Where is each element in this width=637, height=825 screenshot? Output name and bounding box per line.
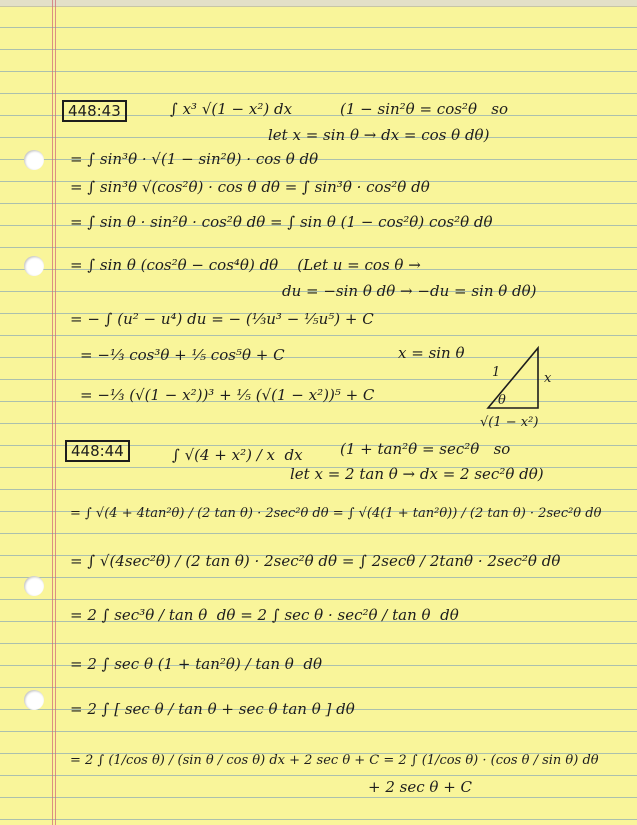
step-line: = ∫ √(4 + 4tan²θ) / (2 tan θ) · 2sec²θ dθ = ∫ √(4(1 + tan²θ)) / (2 tan θ) · 2sec²θ dθ (70, 506, 602, 521)
step-line: = −⅓ (√(1 − x²))³ + ⅕ (√(1 − x²))⁵ + C (80, 386, 375, 404)
margin-line (52, 0, 53, 825)
torn-top-edge (0, 0, 637, 7)
substitution-relation: x = sin θ (398, 344, 465, 362)
step-line: = ∫ sin³θ · √(1 − sin²θ) · cos θ dθ (70, 150, 319, 168)
step-line: = − ∫ (u² − u⁴) du = − (⅓u³ − ⅕u⁵) + C (70, 310, 374, 328)
step-line: = −⅓ cos³θ + ⅕ cos⁵θ + C (80, 346, 285, 364)
problem-label: 448:43 (62, 100, 127, 122)
punch-hole (24, 576, 44, 596)
angle-label: θ (498, 393, 506, 408)
punch-hole (24, 690, 44, 710)
step-line: = 2 ∫ (1/cos θ) / (sin θ / cos θ) dx + 2 sec θ + C = 2 ∫ (1/cos θ) · (cos θ / sin θ) dθ (70, 753, 599, 768)
opposite-label: x (544, 371, 552, 386)
substitution-hint: (1 + tan²θ = sec²θ so (340, 440, 511, 458)
step-line: + 2 sec θ + C (368, 778, 473, 796)
step-line: = 2 ∫ sec θ (1 + tan²θ) / tan θ dθ (70, 655, 322, 673)
adjacent-label: √(1 − x²) (480, 415, 539, 430)
step-line: = 2 ∫ [ sec θ / tan θ + sec θ tan θ ] dθ (70, 700, 355, 718)
hypotenuse-label: 1 (492, 365, 501, 380)
problem-statement: ∫ √(4 + x²) / x dx (172, 446, 303, 464)
margin-line (55, 0, 56, 825)
punch-hole (24, 150, 44, 170)
substitution-hint: let x = 2 tan θ → dx = 2 sec²θ dθ) (290, 465, 544, 483)
step-line: = ∫ sin θ · sin²θ · cos²θ dθ = ∫ sin θ (1 − cos²θ) cos²θ dθ (70, 213, 493, 231)
substitution-hint: (1 − sin²θ = cos²θ so (340, 100, 509, 118)
step-line: = ∫ √(4sec²θ) / (2 tan θ) · 2sec²θ dθ = ∫ 2secθ / 2tanθ · 2sec²θ dθ (70, 552, 561, 570)
substitution-hint: let x = sin θ → dx = cos θ dθ) (268, 126, 490, 144)
punch-hole (24, 256, 44, 276)
step-line: = ∫ sin θ (cos²θ − cos⁴θ) dθ (Let u = cos θ → (70, 256, 421, 274)
step-line: = ∫ sin³θ √(cos²θ) · cos θ dθ = ∫ sin³θ · cos²θ dθ (70, 178, 430, 196)
problem-label: 448:44 (65, 440, 130, 462)
step-line: = 2 ∫ sec³θ / tan θ dθ = 2 ∫ sec θ · sec²θ / tan θ dθ (70, 606, 459, 624)
reference-triangle (470, 340, 580, 430)
problem-statement: ∫ x³ √(1 − x²) dx (170, 100, 293, 118)
step-line: du = −sin θ dθ → −du = sin θ dθ) (282, 282, 537, 300)
